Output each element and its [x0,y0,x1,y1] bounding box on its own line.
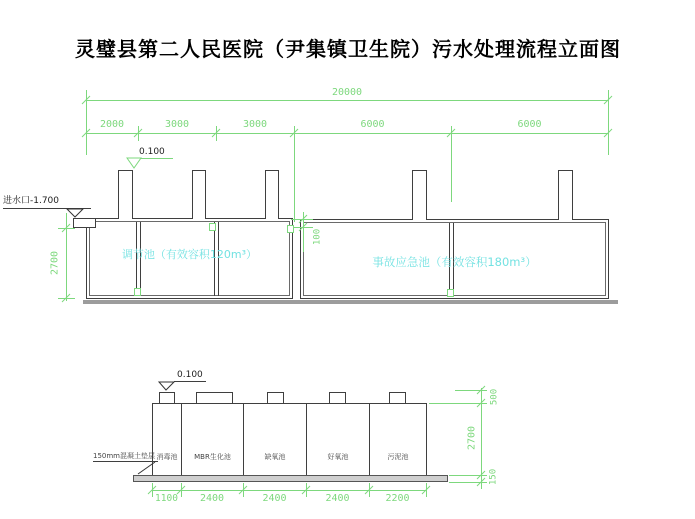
dim-line-depth [66,213,67,301]
compartment-label: 好氧池 [327,453,349,461]
ext-line [216,126,217,141]
equipment-divider-wall [181,404,182,475]
drawing-title: 灵璧县第二人民医院（尹集镇卫生院）污水处理流程立面图 [75,39,621,61]
elevation-text-lower: 0.100 [177,370,203,380]
dim-text-freeboard: 100 [312,228,323,246]
dim-text-depth: 2700 [49,250,61,276]
elevation-line-lower [174,381,206,382]
ext-line [138,126,139,141]
compartment-label: 消毒池 [156,453,178,461]
dim-tick-bar [449,475,487,476]
dim-text-bottom: 1100 [155,493,178,504]
dim-text-seg5: 6000 [517,119,542,130]
dim-text-bottom: 2200 [385,493,410,504]
dim-line-total [86,100,608,101]
inlet-pipe [73,218,96,228]
dim-line-bottom [152,490,427,491]
tank2-label: 事故应急池（有效容积180m³） [372,255,537,269]
dim-text-bottom: 2400 [199,493,225,504]
ext-line [608,90,609,155]
dim-text-total: 20000 [331,87,363,98]
dim-text-bottom: 2400 [262,493,287,504]
dim-text-seg1: 2000 [99,119,125,130]
dim-text-right: 500 [489,388,500,406]
dim-tick-bar [58,228,75,229]
dim-text-seg4: 6000 [360,119,385,130]
vent-pipe [118,170,133,219]
elevation-triangle-upper [127,158,141,168]
vent-pipe [558,170,573,220]
equipment-divider-wall [306,404,307,475]
vent-pipe [192,170,206,219]
ext-line [294,126,295,222]
vent-pipe [412,170,427,220]
dim-tick-bar [291,219,313,220]
opening-marker [209,223,216,231]
compartment-label: MBR生化池 [194,453,231,461]
opening-marker [134,288,141,296]
ext-line [426,483,427,497]
inlet-label: 进水口-1.700 [3,196,60,206]
elevation-text-upper: 0.100 [139,147,165,157]
dim-text-bottom: 2400 [325,493,350,504]
dim-tick-bar [429,403,487,404]
elevation-line-upper [141,158,173,159]
equipment-divider-wall [243,404,244,475]
ext-line [86,90,87,155]
dim-tick-bar [455,390,487,391]
vent-pipe [265,170,279,219]
dim-tick-bar [293,227,313,228]
equipment-tank-outline [152,403,427,476]
inlet-elevation-triangle [67,209,83,217]
base-note-underline [93,461,158,462]
compartment-label: 污泥池 [387,453,409,461]
compartment-label: 缺氧池 [264,453,286,461]
tank1-label: 调节池（有效容积120m³） [121,248,258,261]
inlet-leader-line [3,208,91,209]
dim-tick-bar [58,298,75,299]
elevation-triangle-lower [159,382,174,390]
base-slab-upper [83,300,618,304]
dim-text-seg2: 3000 [164,119,190,130]
ext-line [451,126,452,202]
dim-text-right: 150 [488,468,499,486]
base-note: 150mm混凝土垫层 [93,452,155,460]
equipment-divider-wall [369,404,370,475]
dim-tick-bar [449,482,487,483]
dim-line-segments [86,133,608,134]
dim-text-seg3: 3000 [242,119,268,130]
opening-marker [447,289,454,297]
base-slab-lower [133,475,448,482]
dim-text-right: 2700 [466,425,478,451]
dim-line-freeboard [303,212,304,252]
